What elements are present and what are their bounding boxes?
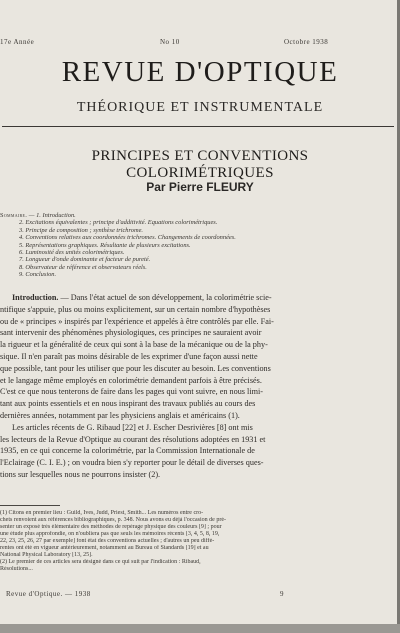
section-heading-introduction: Introduction. bbox=[12, 293, 59, 302]
running-head bbox=[0, 38, 380, 50]
page-number: 9 bbox=[280, 590, 284, 598]
body-line: sant intervenir des phénomènes physiologiques, ces principes ne sauraient avoir bbox=[0, 328, 262, 338]
scan-edge-bottom bbox=[0, 624, 400, 633]
body-line: Les articles récents de G. Ribaud [22] et J. Escher Desrivières [8] ont mis bbox=[12, 422, 253, 432]
summary bbox=[0, 212, 392, 279]
issue-date: Octobre 1938 bbox=[284, 38, 329, 46]
summary-item: 7. Longueur d'onde dominante et facteur de pureté. bbox=[19, 256, 151, 264]
footnote-line: chets renvoient aux références bibliographiques, p. 348. Nous avons eu déjà l'occasion de pré- bbox=[0, 517, 227, 523]
journal-subtitle: THÉORIQUE ET INSTRUMENTALE bbox=[76, 100, 324, 115]
body-line: dernières années, notamment par les physiciens anglais et américains (1). bbox=[0, 410, 240, 420]
article-body bbox=[0, 292, 392, 481]
summary-item: 6. Luminosité des unités colorimétriques. bbox=[19, 249, 125, 257]
issue-number: No 10 bbox=[160, 38, 180, 46]
article-title-line-2: COLORIMÉTRIQUES bbox=[126, 165, 274, 181]
header-rule bbox=[2, 126, 394, 127]
footnote-line: une étude plus approfondie, on n'oubliera pas que seuls les mémoires récents [3, 4, 5, 8, 19, bbox=[0, 531, 220, 537]
footnote-line: Résolutions... bbox=[0, 566, 33, 572]
footnote-line: (2) Le premier de ces articles sera désigné dans ce qui suit par l'indication : Ribaud, bbox=[0, 559, 201, 565]
body-line bbox=[0, 292, 392, 304]
body-line: l'Eclairage (C. I. E.) ; on voudra bien s'y reporter pour le détail de diverses ques- bbox=[0, 458, 264, 468]
article-title-line-1: PRINCIPES ET CONVENTIONS bbox=[91, 148, 309, 164]
footnote-line: rentes ont été en vigueur antérieurement, notamment au Bureau of Standards [19] et au bbox=[0, 545, 209, 551]
journal-title: REVUE D'OPTIQUE bbox=[61, 56, 339, 88]
body-line: les lecteurs de la Revue d'Optique au courant des résolutions adoptées en 1931 et bbox=[0, 434, 266, 444]
body-line: ou de « principes » inspirés par l'expérience et appelés à être contrôlés par elle. Fai- bbox=[0, 316, 274, 326]
body-line: et le langage même employés en colorimétrie demandent parfois à être précisés. bbox=[0, 375, 262, 385]
summary-item: 3. Principe de composition ; synthèse trichrome. bbox=[19, 226, 143, 234]
footnote-line: 22, 23, 25, 26, 27 par exemple] font état des conventions actuelles ; d'autres un peu diffé- bbox=[0, 538, 215, 544]
body-line: sique. Il n'en paraît pas moins désirable de les exprimer d'une façon aussi nette bbox=[0, 351, 258, 361]
volume-year: 17e Année bbox=[0, 38, 35, 46]
article-title bbox=[0, 148, 397, 182]
body-line: que possible, tant pour les utiliser que pour les discuter au besoin. Les conventions bbox=[0, 363, 271, 373]
body-line: 1935, en ce qui concerne la colorimétrie, par la Commission Internationale de bbox=[0, 446, 255, 456]
footnote-line: senter un exposé très élémentaire des méthodes de repérage physique des couleurs [9] ; pour bbox=[0, 524, 222, 530]
summary-item: — 1. Introduction. bbox=[28, 212, 76, 219]
summary-label: Sommaire. bbox=[0, 212, 28, 219]
summary-row-1 bbox=[0, 212, 392, 219]
body-line: C'est ce que nous tenterons de faire dans les pages qui vont suivre, en nous limi- bbox=[0, 387, 263, 397]
footnotes bbox=[0, 510, 392, 573]
article-author: Par Pierre FLEURY bbox=[146, 180, 254, 194]
footnote-rule bbox=[0, 505, 60, 506]
body-line: tant aux points essentiels et en nous inspirant des travaux publiés au cours des bbox=[0, 399, 256, 409]
summary-item: 5. Représentations graphiques. Résultante de plusieurs excitations. bbox=[19, 241, 191, 249]
footnote-line: National Physical Laboratory [13, 25]. bbox=[0, 552, 93, 558]
body-line-text: — Dans l'état actuel de son développement, la colorimétrie scie- bbox=[58, 293, 272, 302]
summary-item: 4. Conventions relatives aux coordonnées trichromes. Changements de coordonnées. bbox=[19, 234, 236, 242]
footer-journal: Revue d'Optique. — 1938 bbox=[6, 590, 91, 598]
body-line: tions sur lesquelles nous ne pourrons insister (2). bbox=[0, 469, 161, 479]
summary-item: 9. Conclusion. bbox=[19, 271, 57, 279]
summary-item: 2. Excitations équivalentes ; principe d'additivité. Equations colorimétriques. bbox=[19, 219, 218, 227]
body-line: la rigueur et la généralité de ceux qui sont à la base de la mécanique ou de la phy- bbox=[0, 340, 268, 350]
summary-item: 8. Observateur de référence et observateurs réels. bbox=[19, 263, 147, 271]
body-line: ntifique s'appuie, plus ou moins explicitement, sur un certain nombre d'hypothèses bbox=[0, 304, 271, 314]
page-footer bbox=[0, 590, 392, 600]
footnote-line: (1) Citons en premier lieu : Guild, Ives, Judd, Priest, Smith... Les numéros entre cro- bbox=[0, 510, 204, 516]
